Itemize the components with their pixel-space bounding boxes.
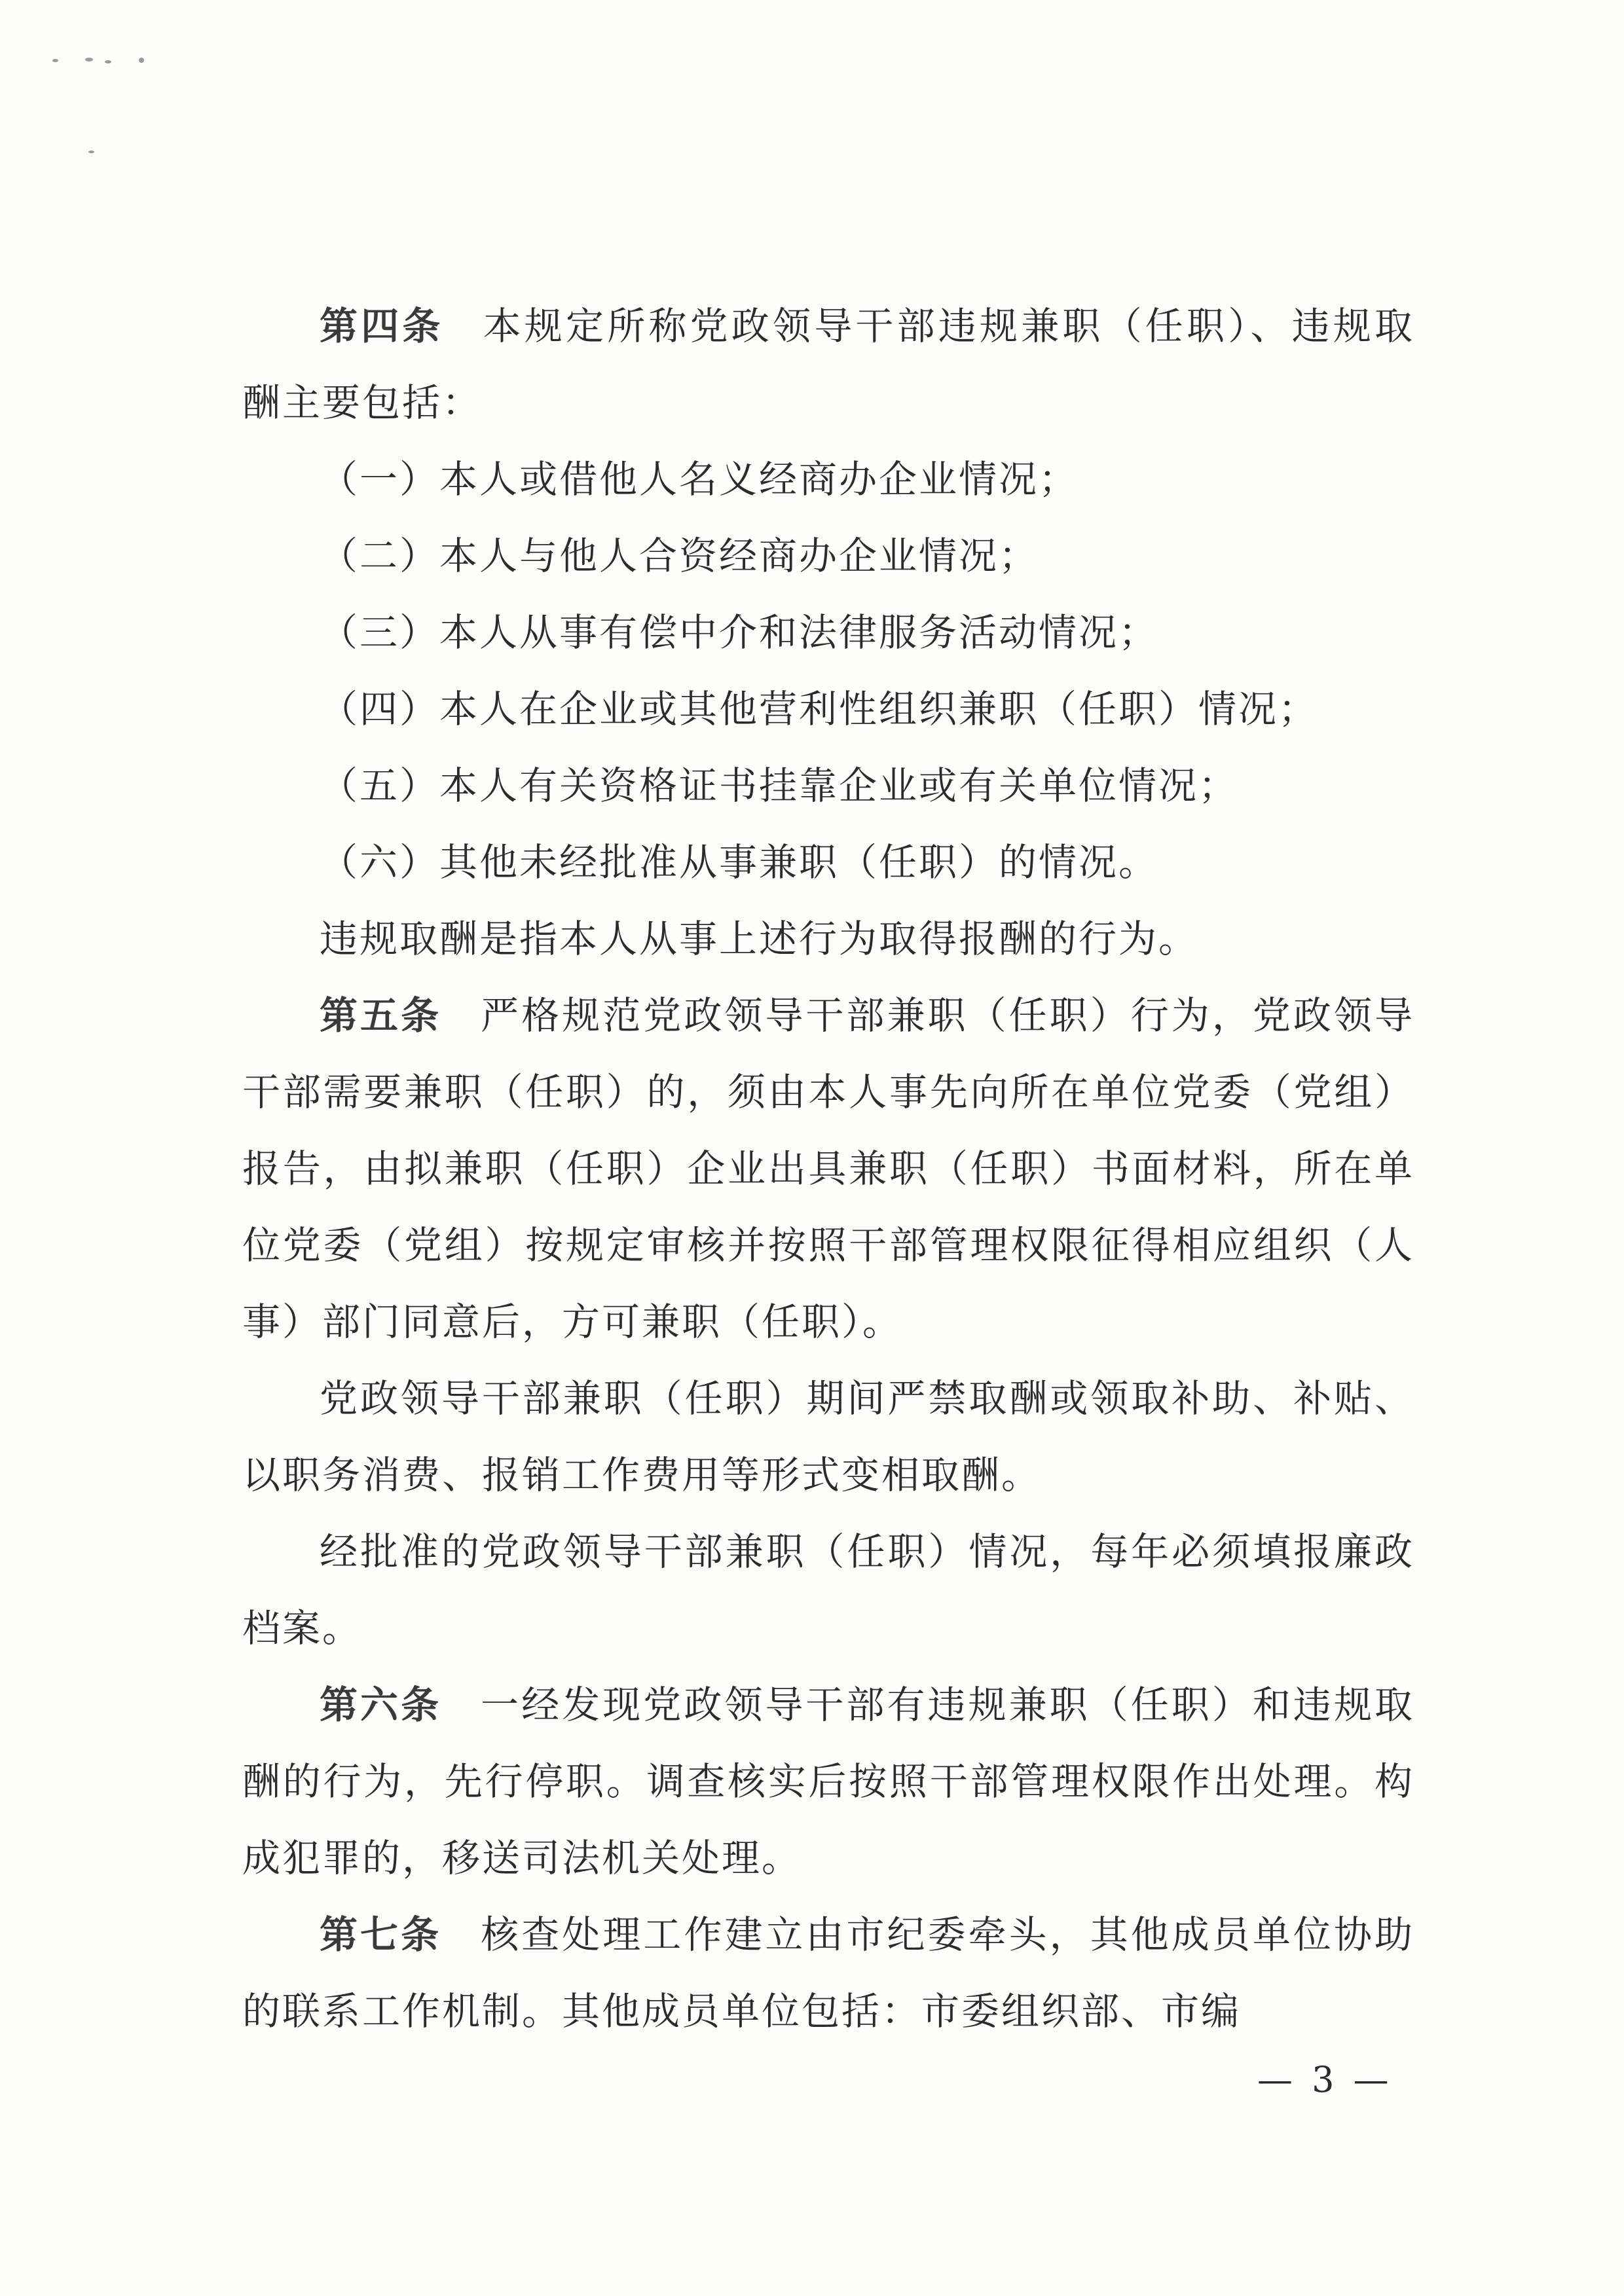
definition-paragraph: 违规取酬是指本人从事上述行为取得报酬的行为。 <box>320 917 1199 961</box>
scan-speck <box>139 58 144 63</box>
list-item-2: （二）本人与他人合资经商办企业情况； <box>320 534 1039 578</box>
scan-speck <box>52 59 58 62</box>
article-6-heading: 第六条 <box>320 1683 442 1727</box>
article-5-paragraph-2: 党政领导干部兼职（任职）期间严禁取酬或领取补助、补贴、以职务消费、报销工作费用等形式变相取酬。 <box>242 1376 1414 1497</box>
article-5-paragraph <box>242 977 1414 1360</box>
list-item-1: （一）本人或借他人名义经商办企业情况； <box>320 457 1079 501</box>
article-5-text: 严格规范党政领导干部兼职（任职）行为，党政领导干部需要兼职（任职）的，须由本人事先向所在单位党委（党组）报告，由拟兼职（任职）企业出具兼职（任职）书面材料，所在单位党委（党组）按规定审核并按照干部管理权限征得相应组织（人事）部门同意后，方可兼职（任职）。 <box>242 993 1414 1344</box>
article-5-heading: 第五条 <box>320 993 442 1038</box>
article-5-paragraph-3: 经批准的党政领导干部兼职（任职）情况，每年必须填报廉政档案。 <box>242 1529 1414 1650</box>
list-item-5: （五）本人有关资格证书挂靠企业或有关单位情况； <box>320 763 1239 808</box>
list-item-4: （四）本人在企业或其他营利性组织兼职（任职）情况； <box>320 687 1319 731</box>
article-7-heading: 第七条 <box>320 1912 442 1957</box>
article-4-paragraph <box>242 288 1414 441</box>
scan-speck <box>85 58 93 62</box>
page-number: — 3 — <box>1257 2059 1393 2100</box>
scan-speck <box>88 151 94 153</box>
article-6-text: 一经发现党政领导干部有违规兼职（任职）和违规取酬的行为，先行停职。调查核实后按照干部管理权限作出处理。构成犯罪的，移送司法机关处理。 <box>242 1683 1414 1880</box>
article-4-heading: 第四条 <box>320 304 444 348</box>
document-body <box>242 288 1414 2050</box>
article-6-paragraph <box>242 1667 1414 1897</box>
article-7-text: 核查处理工作建立由市纪委牵头，其他成员单位协助的联系工作机制。其他成员单位包括：市委组织部、市编 <box>242 1912 1414 2033</box>
article-4-text: 本规定所称党政领导干部违规兼职（任职）、违规取酬主要包括： <box>242 304 1414 425</box>
article-7-paragraph <box>242 1897 1414 2050</box>
list-item-6: （六）其他未经批准从事兼职（任职）的情况。 <box>320 840 1159 884</box>
scan-speck <box>105 60 111 64</box>
list-item-3: （三）本人从事有偿中介和法律服务活动情况； <box>320 610 1159 655</box>
